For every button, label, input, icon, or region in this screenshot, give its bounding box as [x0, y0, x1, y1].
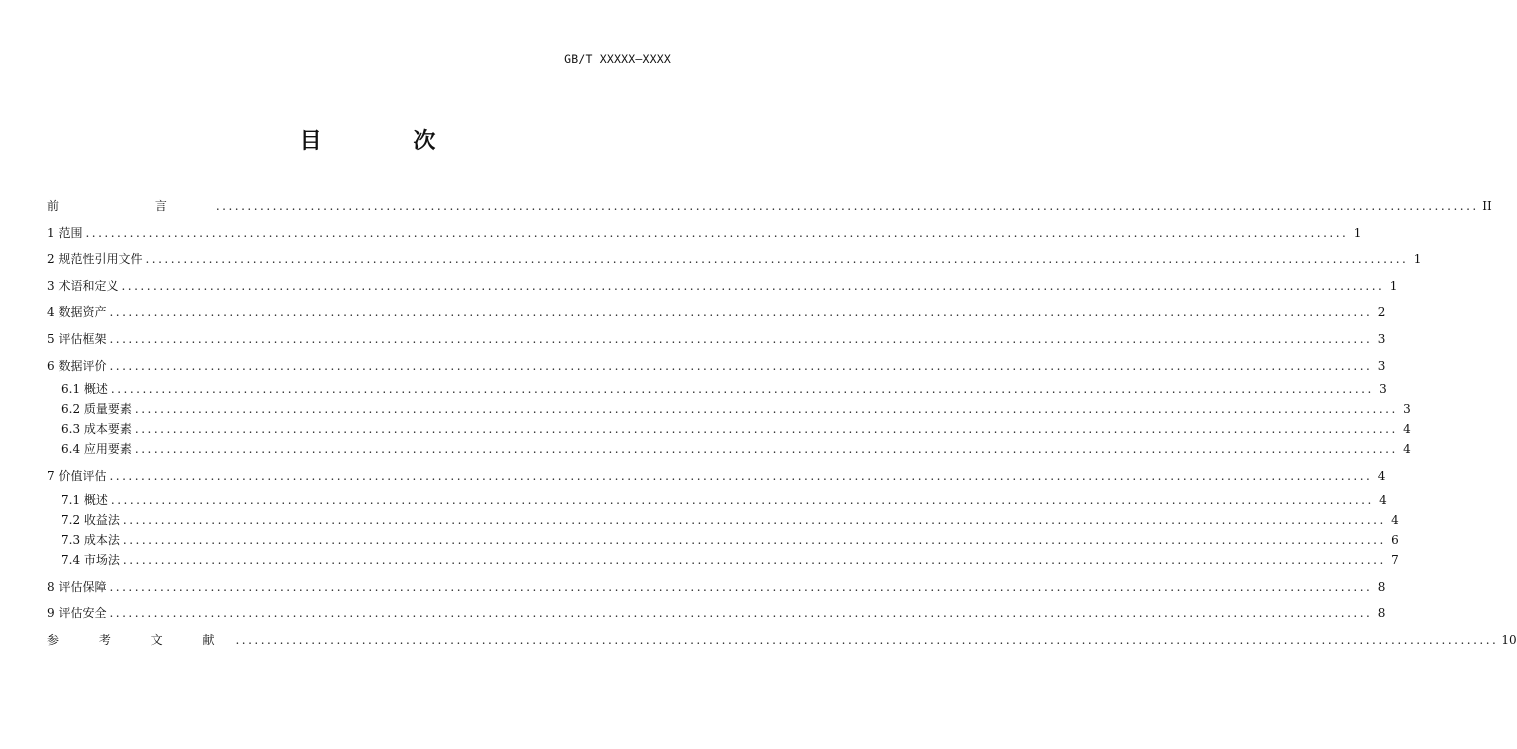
toc-leader-dots: ........................................................................................................................................................................................................ — [109, 606, 1373, 621]
toc-page-number: 1 — [1389, 278, 1398, 293]
toc-entry-references[interactable] — [47, 627, 1517, 654]
toc-page-number: 3 — [1377, 331, 1386, 346]
toc-entry-6[interactable] — [47, 353, 1386, 380]
toc-entry-2[interactable] — [47, 246, 1422, 273]
toc-entry-label: 5 评估框架 — [47, 331, 107, 346]
toc-entry-label: 4 数据资产 — [47, 305, 107, 320]
toc-page-number: 3 — [1377, 358, 1386, 373]
toc-leader-dots: ........................................................................................................................................................................................................ — [109, 305, 1373, 320]
toc-page-number: 3 — [1379, 382, 1387, 397]
toc-leader-dots: ........................................................................................................................................................................................................ — [145, 252, 1409, 267]
toc-leader-dots: ........................................................................................................................................................................................................ — [110, 382, 1374, 397]
toc-leader-dots: ........................................................................................................................................................................................................ — [110, 492, 1374, 507]
toc-page-number: 4 — [1391, 512, 1399, 527]
toc-entry-label: 2 规范性引用文件 — [47, 252, 143, 267]
toc-page-number: 4 — [1379, 492, 1387, 507]
toc-entry-label: 8 评估保障 — [47, 579, 107, 594]
toc-entry-label: 7 价值评估 — [47, 469, 107, 484]
toc-entry-label: 6.3 成本要素 — [61, 422, 132, 437]
toc-page-number: 1 — [1413, 252, 1422, 267]
toc-entry-5[interactable] — [47, 326, 1386, 353]
toc-page-number: 4 — [1377, 469, 1386, 484]
toc-page-number: 3 — [1403, 402, 1411, 417]
toc-leader-dots: ........................................................................................................................................................................................................ — [109, 331, 1373, 346]
toc-entry-label: 7.3 成本法 — [61, 532, 120, 547]
toc-entry-1[interactable] — [47, 220, 1362, 247]
toc-page-number: 8 — [1377, 606, 1386, 621]
toc-leader-dots: ........................................................................................................................................................................................................ — [134, 422, 1398, 437]
toc-entry-7[interactable] — [47, 463, 1386, 490]
toc-page-number: 10 — [1501, 632, 1517, 647]
toc-leader-dots: ........................................................................................................................................................................................................ — [122, 512, 1386, 527]
toc-entry-7-1[interactable] — [47, 490, 1387, 510]
toc-page-number: 1 — [1353, 225, 1362, 240]
toc-page-number: 6 — [1391, 532, 1399, 547]
toc-entry-label: 3 术语和定义 — [47, 278, 119, 293]
toc-leader-dots: ........................................................................................................................................................................................................ — [109, 579, 1373, 594]
toc-page-number: 2 — [1377, 305, 1386, 320]
toc-entry-label: 7.2 收益法 — [61, 512, 120, 527]
toc-entry-label: 6.2 质量要素 — [61, 402, 132, 417]
toc-entry-3[interactable] — [47, 273, 1398, 300]
toc-entry-label: 前 言 — [47, 199, 213, 213]
toc-entry-label: 7.1 概述 — [61, 492, 108, 507]
toc-entry-7-4[interactable] — [47, 550, 1399, 570]
toc-page-number: II — [1482, 199, 1492, 213]
toc-entry-label: 6.1 概述 — [61, 382, 108, 397]
toc-leader-dots: ........................................................................................................................................................................................................ — [109, 469, 1373, 484]
toc-leader-dots: ........................................................................................................................................................................................................ — [122, 532, 1386, 547]
toc-page-number: 4 — [1403, 442, 1411, 457]
toc-page-number: 8 — [1377, 579, 1386, 594]
toc-page-number: 7 — [1391, 552, 1399, 567]
toc-entry-label: 7.4 市场法 — [61, 552, 120, 567]
toc-entry-6-2[interactable] — [47, 399, 1411, 419]
toc-entry-foreword[interactable] — [47, 193, 1492, 220]
toc-leader-dots: ........................................................................................................................................................................................................ — [134, 402, 1398, 417]
toc-entry-label: 6.4 应用要素 — [61, 442, 132, 457]
toc-entry-9[interactable] — [47, 600, 1386, 627]
table-of-contents — [47, 193, 1517, 654]
toc-leader-dots: ........................................................................................................................................................................................................ — [85, 225, 1349, 240]
toc-title: 目 次 — [299, 128, 478, 154]
toc-entry-label: 6 数据评价 — [47, 358, 107, 373]
toc-entry-6-4[interactable] — [47, 439, 1411, 459]
toc-entry-7-3[interactable] — [47, 530, 1399, 550]
toc-entry-label: 9 评估安全 — [47, 606, 107, 621]
toc-leader-dots: ........................................................................................................................................................................................................ — [235, 632, 1499, 647]
toc-leader-dots: ........................................................................................................................................................................................................ — [109, 358, 1373, 373]
toc-leader-dots: ........................................................................................................................................................................................................ — [215, 199, 1479, 213]
toc-entry-7-2[interactable] — [47, 510, 1399, 530]
toc-entry-label: 1 范围 — [47, 225, 83, 240]
toc-leader-dots: ........................................................................................................................................................................................................ — [121, 278, 1385, 293]
toc-leader-dots: ........................................................................................................................................................................................................ — [122, 552, 1386, 567]
document-code: GB/T XXXXX—XXXX — [564, 52, 671, 66]
toc-entry-6-1[interactable] — [47, 379, 1387, 399]
toc-page-number: 4 — [1403, 422, 1411, 437]
toc-entry-label: 参 考 文 献 — [47, 632, 233, 647]
toc-entry-4[interactable] — [47, 299, 1386, 326]
toc-entry-6-3[interactable] — [47, 419, 1411, 439]
toc-entry-8[interactable] — [47, 574, 1386, 601]
toc-leader-dots: ........................................................................................................................................................................................................ — [134, 442, 1398, 457]
